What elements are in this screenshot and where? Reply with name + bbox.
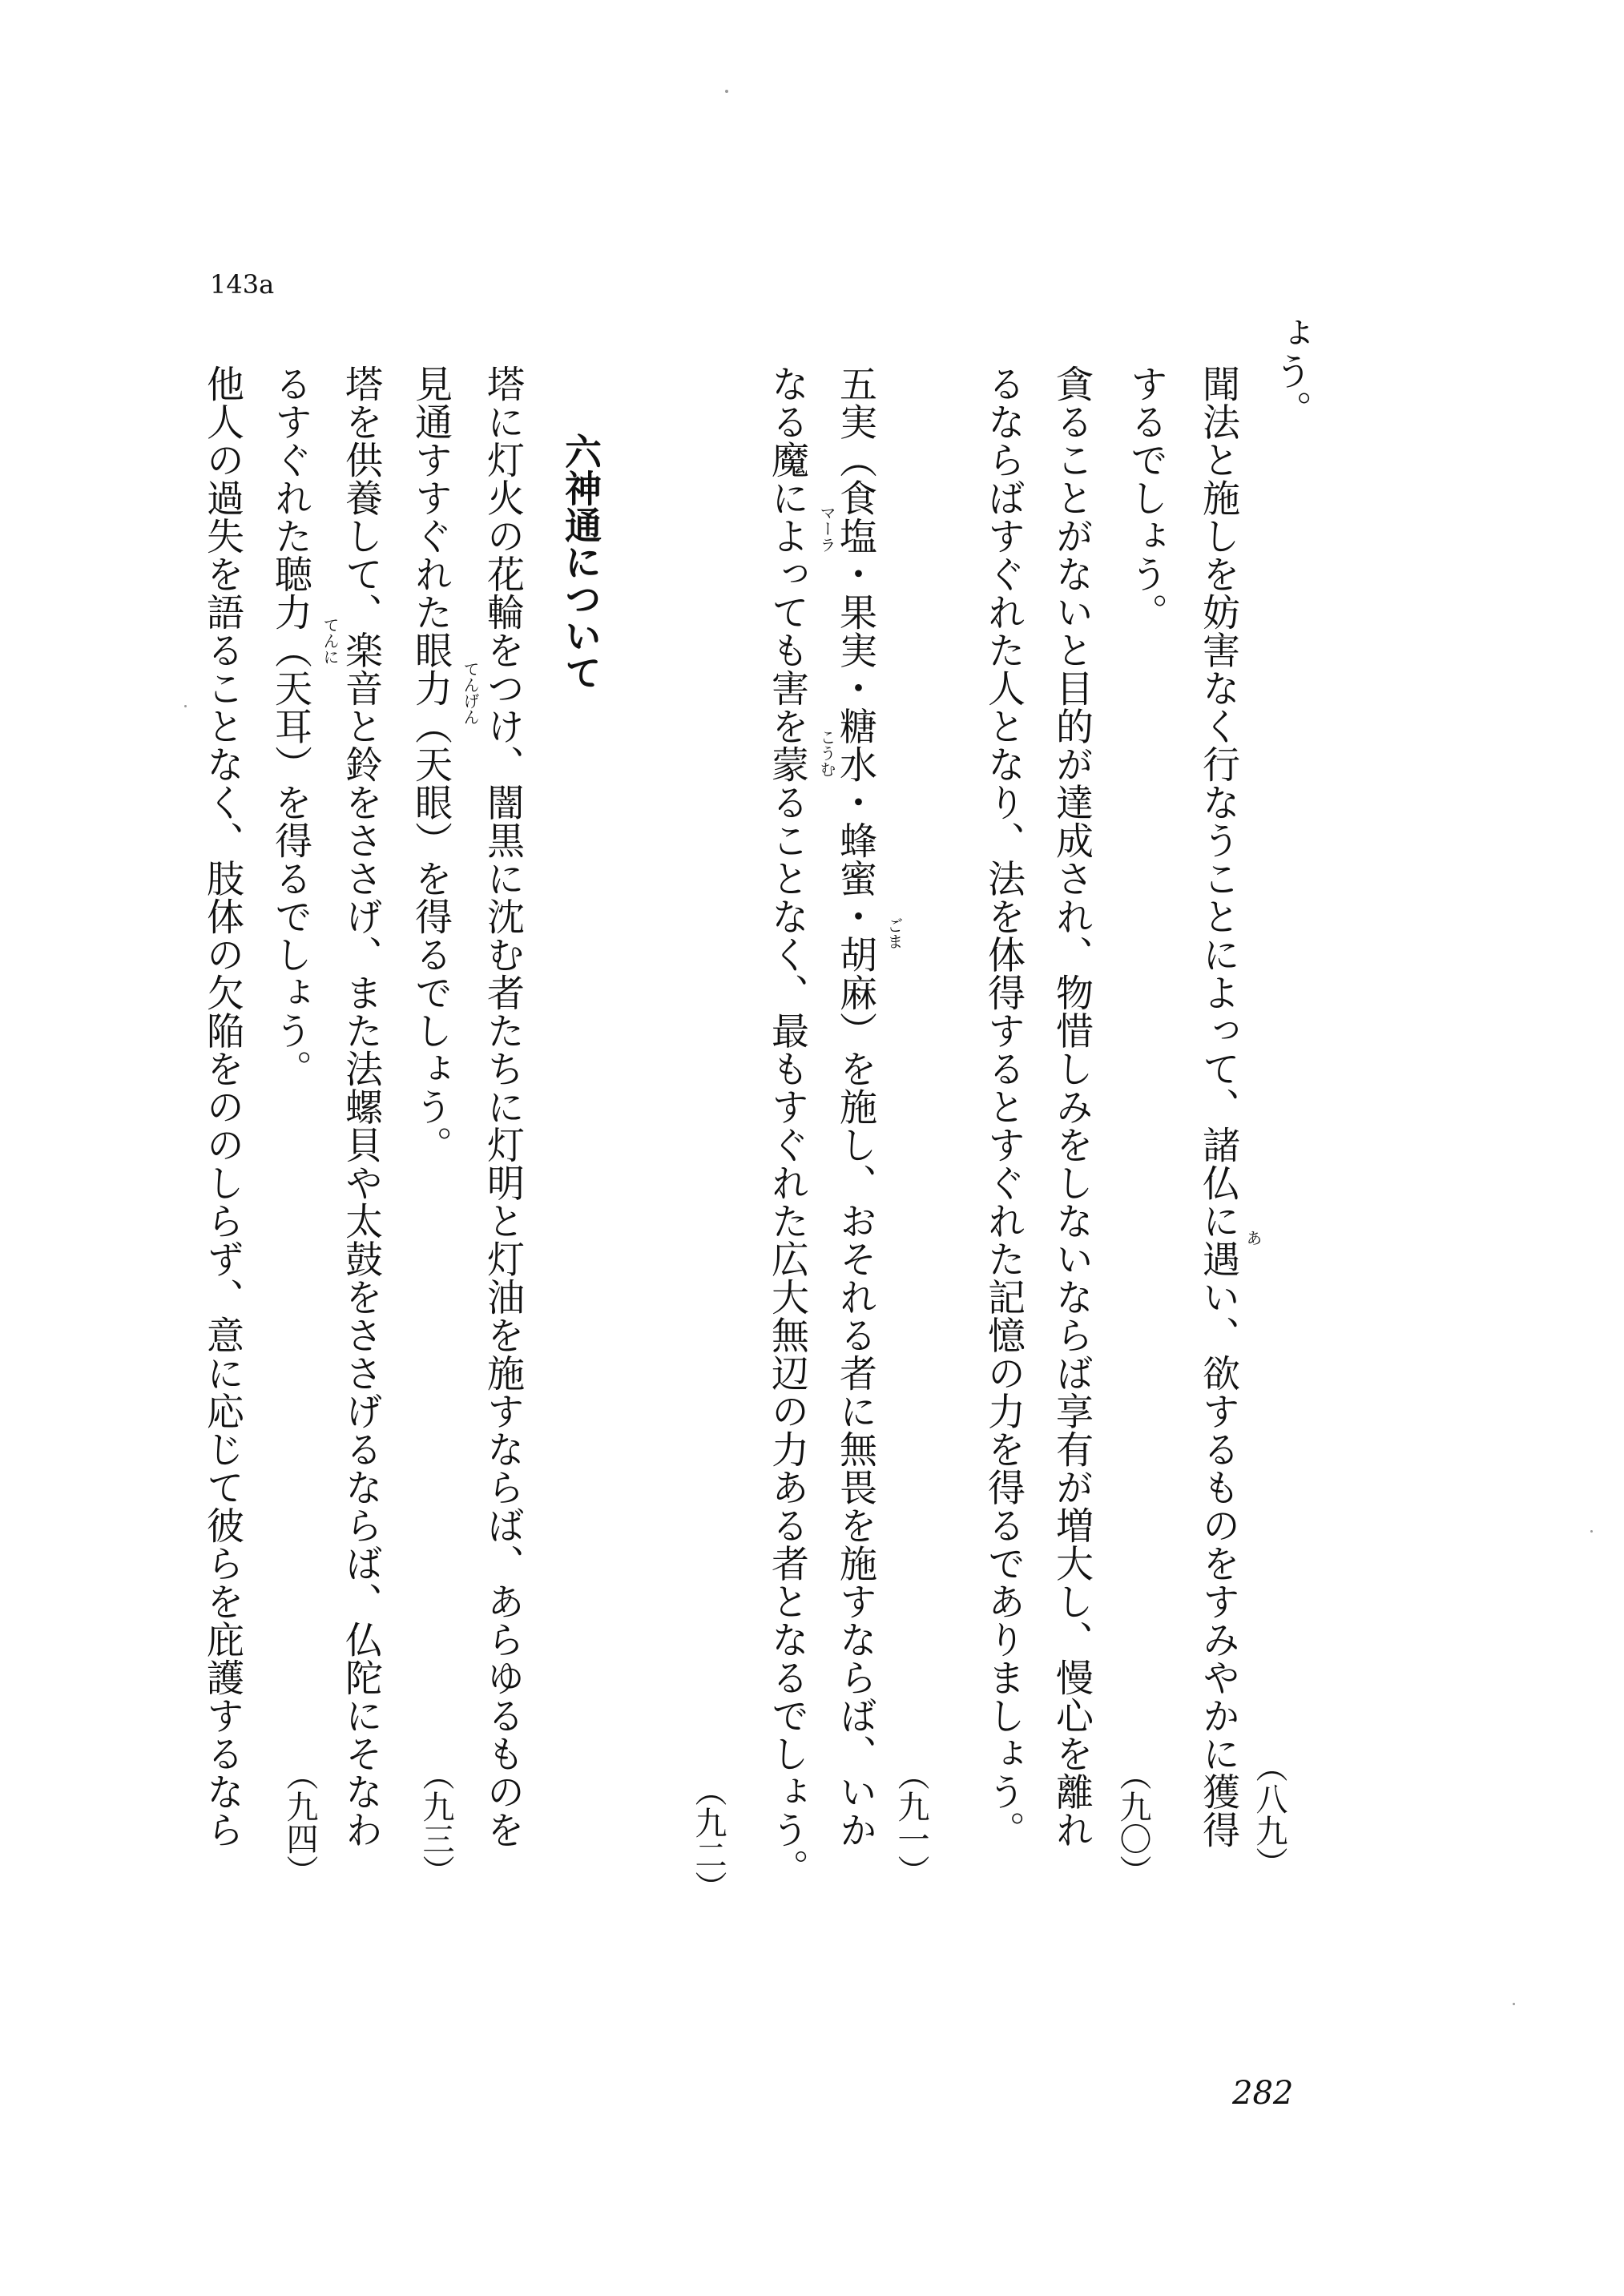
text-line: るならばすぐれた人となり、法を体得するとすぐれた記憶の力を得るでありましょう。 [981, 365, 1026, 1849]
ruby-text: てんげん [461, 661, 480, 725]
text-line: 他人の過失を語ることなく、肢体の欠陥をののしらず、意に応じて彼らを庇護するなら [200, 365, 244, 1849]
ruby-text: ごま [885, 917, 904, 949]
page-reference: 143a [210, 269, 275, 300]
section-heading: 六神通について [559, 433, 602, 691]
text-line: 塔に灯火の花輪をつけ、闇黒に沈む者たちに灯明と灯油を施すならば、あらゆるものを [481, 365, 525, 1849]
verse-number: （九三） [417, 1758, 454, 1887]
text-line: 貪ることがないと目的が達成され、物惜しみをしないならば享有が増大し、慢心を離れ [1050, 365, 1094, 1849]
ruby-text: こうむ [817, 729, 836, 777]
text-line: るすぐれた聴力（天耳）を得るでしょう。 [268, 365, 312, 1088]
verse-number: （九二） [690, 1774, 727, 1903]
text-line: 五実（食塩・果実・糖水・蜂蜜・胡麻）を施し、おそれる者に無畏を施すならば、いか [833, 365, 877, 1849]
text-line: 聞法と施しを妨害なく行なうことによって、諸仏に遇い、欲するものをすみやかに獲得 [1196, 365, 1240, 1849]
ruby-text: マーラ [817, 505, 836, 553]
ruby-text: てんに [320, 617, 340, 665]
scan-speck [725, 90, 728, 93]
text-line: 塔を供養して、楽音と鈴をささげ、また法螺貝や太鼓をささげるならば、仏陀にそなわ [339, 365, 383, 1849]
scan-speck [184, 705, 187, 707]
verse-number: （八九） [1251, 1750, 1288, 1879]
ruby-text: あ [1243, 1230, 1263, 1246]
scan-speck [1513, 2003, 1515, 2005]
text-line: なる魔によっても害を蒙ることなく、最もすぐれた広大無辺の力ある者となるでしょう。 [765, 365, 809, 1887]
verse-number: （九〇） [1114, 1758, 1151, 1887]
text-line: ょう。 [1268, 314, 1312, 429]
scan-speck [1590, 1530, 1593, 1533]
text-line: 見通すすぐれた眼力（天眼）を得るでしょう。 [409, 365, 453, 1164]
page-number: 282 [1232, 2075, 1294, 2112]
verse-number: （九四） [281, 1758, 318, 1887]
verse-number: （九一） [893, 1758, 929, 1887]
text-line: するでしょう。 [1124, 365, 1168, 631]
